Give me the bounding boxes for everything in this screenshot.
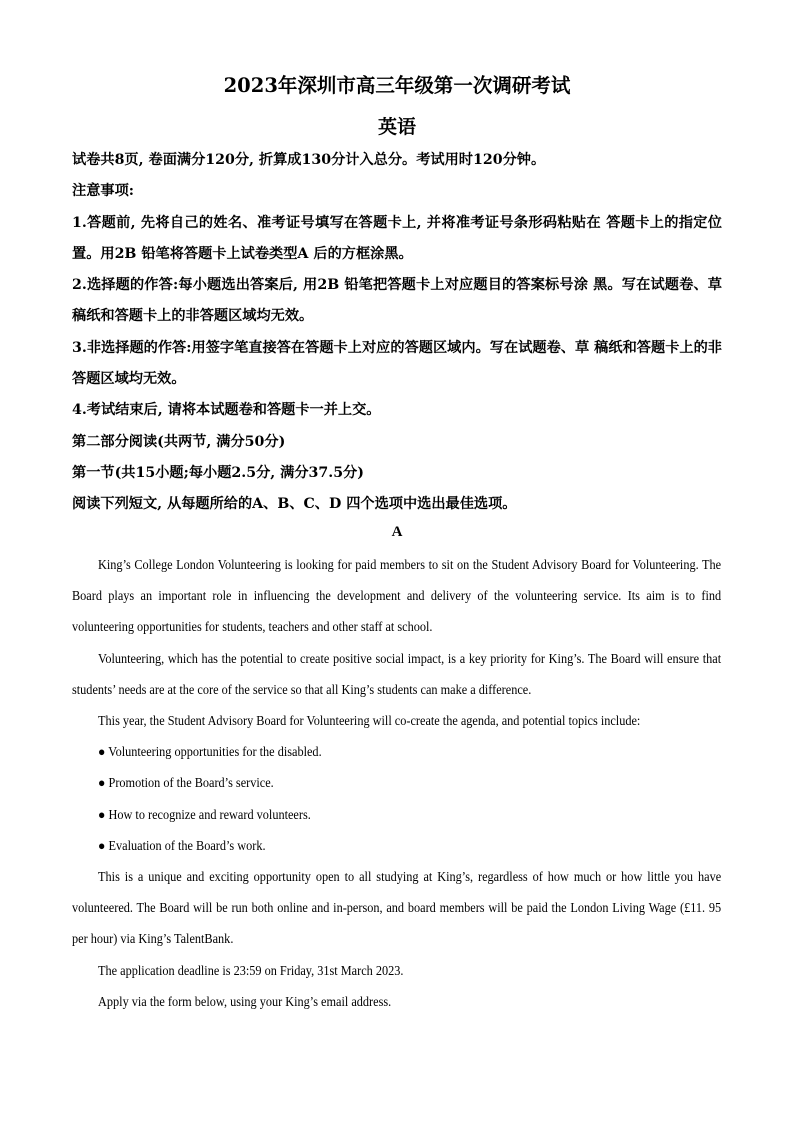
passage-paragraph-5: The application deadline is 23:59 on Friday, 31st March 2023. bbox=[98, 962, 404, 978]
topic-bullet: ● Promotion of the Board’s service. bbox=[98, 775, 274, 791]
passage-paragraph-4: This is a unique and exciting opportunity open to all studying at King’s, regardless of how much or how little you have volunteered. The Board will be run both online and in-person, and board members will be paid the London Living Wage (£11. 95 per hour) via King’s TalentBank. bbox=[72, 869, 722, 947]
notice-item-4: 4.考试结束后, 请将本试题卷和答题卡一并上交。 bbox=[72, 402, 381, 419]
notice-item-3: 3.非选择题的作答:用签字笔直接答在答题卡上对应的答题区域内。写在试题卷、草 稿纸和答题卡上的非答题区域均无效。 bbox=[72, 339, 722, 388]
passage-body bbox=[72, 549, 723, 1017]
topic-bullet: ● Volunteering opportunities for the disabled. bbox=[98, 744, 322, 760]
topic-bullet: ● Evaluation of the Board’s work. bbox=[98, 837, 266, 853]
reading-directions: 阅读下列短文, 从每题所给的A、B、C、D 四个选项中选出最佳选项。 bbox=[72, 496, 517, 513]
exam-title: 2023年深圳市高三年级第一次调研考试 bbox=[223, 74, 571, 97]
notice-item-1: 1.答题前, 先将自己的姓名、准考证号填写在答题卡上, 并将准考证号条形码粘贴在 答题卡上的指定位置。用2B 铅笔将答题卡上试卷类型A 后的方框涂黑。 bbox=[72, 214, 722, 262]
passage-label: A bbox=[391, 524, 403, 540]
passage-paragraph-6: Apply via the form below, using your King’s email address. bbox=[98, 993, 392, 1009]
notice-item-2: 2.选择题的作答:每小题选出答案后, 用2B 铅笔把答题卡上对应题目的答案标号涂 黑。写在试题卷、草稿纸和答题卡上的非答题区域均无效。 bbox=[72, 277, 722, 325]
section-heading: 第一节(共15小题;每小题2.5分, 满分37.5分) bbox=[72, 464, 364, 481]
topic-bullet: ● How to recognize and reward volunteers. bbox=[98, 806, 311, 822]
exam-info: 试卷共8页, 卷面满分120分, 折算成130分计入总分。考试用时120分钟。 bbox=[72, 152, 546, 168]
passage-paragraph-2: Volunteering, which has the potential to create positive social impact, is a key priority for King’s. The Board will ensure that students’ needs are at the core of the service so that all King’s students can make a difference. bbox=[72, 650, 722, 697]
notice-heading: 注意事项: bbox=[72, 183, 134, 200]
subject-title: 英语 bbox=[377, 116, 416, 138]
part-heading: 第二部分阅读(共两节, 满分50分) bbox=[72, 433, 286, 450]
passage-paragraph-3: This year, the Student Advisory Board for Volunteering will co-create the agenda, and potential topics include: bbox=[98, 713, 641, 729]
passage-paragraph-1: King’s College London Volunteering is looking for paid members to sit on the Student Advisory Board for Volunteering. The Board plays an important role in influencing the development and delivery of the volunteering service. Its aim is to find volunteering opportunities for students, teachers and other staff at school. bbox=[72, 557, 722, 635]
instructions-block bbox=[72, 145, 722, 521]
